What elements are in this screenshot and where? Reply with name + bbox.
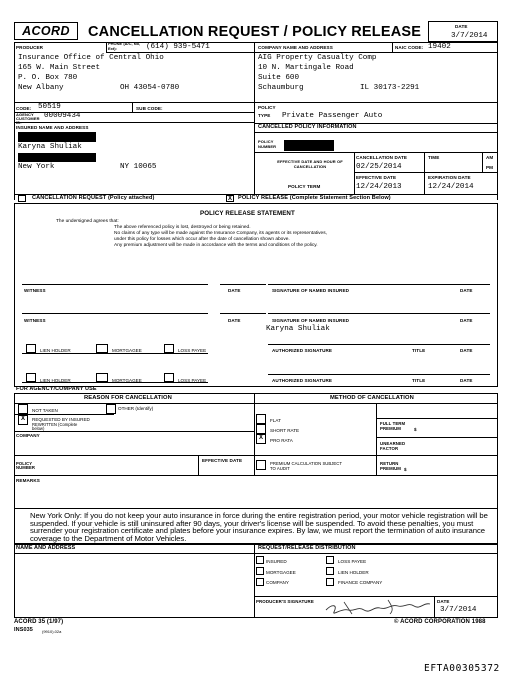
other-checkbox[interactable] — [106, 404, 116, 414]
name-address-label: NAME AND ADDRESS — [16, 545, 76, 551]
company-label-agency: COMPANY — [16, 433, 40, 438]
dist-company-label: COMPANY — [266, 580, 289, 585]
dist-date-label: DATE — [437, 599, 450, 604]
policy-label: POLICY — [258, 105, 276, 110]
date-label-2: DATE — [460, 288, 473, 293]
statement-line-3: under this policy for losses which occur after the date of cancellation shown above. — [114, 237, 290, 242]
copyright: © ACORD CORPORATION 1988 — [394, 619, 486, 625]
ins-code: INS035 — [14, 627, 33, 633]
eff-time-label: EFFECTIVE DATE AND HOUR OF CANCELLATION — [277, 159, 343, 169]
requested-label: REQUESTED BY INSURED — [32, 417, 90, 422]
policy-release-checkbox[interactable]: X — [227, 196, 232, 202]
producer-phone: (614) 939-5471 — [146, 43, 210, 51]
mortgagee-label-1: MORTGAGEE — [112, 348, 142, 353]
not-taken-label: NOT TAKEN — [32, 408, 58, 413]
dist-mortgagee-label: MORTGAGEE — [266, 570, 296, 575]
policy-type: Private Passenger Auto — [282, 112, 383, 120]
dist-lien-holder-label: LIEN HOLDER — [338, 570, 369, 575]
full-term-dollar: $ — [414, 427, 417, 432]
dist-mortgagee-checkbox[interactable] — [256, 567, 264, 575]
company-address2: Suite 600 — [258, 74, 300, 82]
cancellation-request-checkbox[interactable] — [18, 195, 26, 202]
naic-code: 19402 — [428, 43, 451, 51]
eff-date-label: EFFECTIVE DATE — [356, 175, 397, 180]
dist-insured-label: INSURED — [266, 559, 287, 564]
dist-finance-label: FINANCE COMPANY — [338, 580, 383, 585]
subcode-label: SUB CODE: — [136, 106, 163, 111]
dist-company-checkbox[interactable] — [256, 578, 264, 586]
producer-signature — [318, 596, 438, 618]
date-label-6: DATE — [460, 378, 473, 383]
mortgagee-label-2: MORTGAGEE — [112, 378, 142, 383]
dist-lien-holder-checkbox[interactable] — [326, 567, 334, 575]
bates-number: EFTA00305372 — [424, 663, 500, 674]
effective-date-label-agency: EFFECTIVE DATE — [202, 458, 243, 463]
producer-code: 50519 — [38, 103, 61, 111]
authorized-sig-label-1: AUTHORIZED SIGNATURE — [272, 348, 333, 353]
naic-label: NAIC CODE: — [395, 45, 424, 50]
pro-rata-checkbox[interactable]: X — [256, 434, 266, 444]
date-label-1: DATE — [228, 288, 241, 293]
method-label: METHOD OF CANCELLATION — [330, 395, 414, 401]
statement-title: POLICY RELEASE STATEMENT — [200, 210, 295, 217]
unearned-label: UNEARNED FACTOR — [380, 441, 406, 451]
header-date: 3/7/2014 — [451, 32, 488, 40]
title-label-2: TITLE — [412, 378, 426, 383]
company-address1: 10 N. Martingale Road — [258, 64, 354, 72]
agency-id-label: AGENCY CUSTOMER ID: — [16, 112, 40, 125]
code-label: CODE: — [16, 106, 32, 111]
requested-by-insured-checkbox[interactable]: X — [18, 415, 28, 425]
exp-date-label: EXPIRATION DATE — [428, 175, 471, 180]
short-rate-checkbox[interactable] — [256, 424, 266, 434]
lien-holder-checkbox-2[interactable] — [26, 373, 36, 382]
producer-city: New Albany — [18, 84, 64, 92]
company-name: AIG Property Casualty Comp — [258, 54, 377, 62]
form-title: CANCELLATION REQUEST / POLICY RELEASE — [88, 24, 422, 40]
policy-number-label-agency: POLICY NUMBER — [16, 461, 35, 471]
sig-insured-label-1: SIGNATURE OF NAMED INSURED — [272, 288, 350, 293]
cancelled-policy-label: CANCELLED POLICY INFORMATION — [258, 124, 357, 130]
loss-payee-label-2: LOSS PAYEE — [178, 378, 207, 383]
witness-label-1: WITNESS — [24, 288, 46, 293]
lien-holder-label-2: LIEN HOLDER — [40, 378, 71, 383]
dist-insured-checkbox[interactable] — [256, 556, 264, 564]
reason-label: REASON FOR CANCELLATION — [84, 395, 172, 401]
producer-state-zip: OH 43054-0780 — [120, 84, 180, 92]
effective-date: 12/24/2013 — [356, 183, 402, 191]
signed-insured-name: Karyna Shuliak — [266, 325, 330, 333]
sig-insured-label-2: SIGNATURE OF NAMED INSURED — [272, 318, 350, 323]
insured-label: INSURED NAME AND ADDRESS — [16, 125, 89, 130]
not-taken-checkbox[interactable] — [18, 404, 28, 414]
insured-name: Karyna Shuliak — [18, 143, 82, 151]
authorized-sig-label-2: AUTHORIZED SIGNATURE — [272, 378, 333, 383]
mortgagee-checkbox-1[interactable] — [96, 344, 108, 353]
company-label: COMPANY NAME AND ADDRESS — [258, 45, 333, 50]
policy-type-label: TYPE — [258, 113, 271, 118]
short-rate-label: SHORT RATE — [270, 428, 300, 433]
date-label-3: DATE — [228, 318, 241, 323]
statement-line-2: No claims of any type will be made against the Insurance Company, its agents or its representatives, — [114, 231, 327, 236]
statement-line-4: Any premium adjustment will be made in accordance with the terms and conditions of the policy. — [114, 243, 318, 248]
producer-label: PRODUCER — [16, 45, 44, 50]
insured-city: New York — [18, 163, 55, 171]
dist-date: 3/7/2014 — [440, 606, 477, 614]
header-date-box: DATE 3/7/2014 — [428, 21, 498, 42]
time-label: TIME — [428, 155, 440, 160]
flat-checkbox[interactable] — [256, 414, 266, 424]
statement-line-1: The above referenced policy is lost, destroyed or being retained. — [114, 225, 251, 230]
loss-payee-checkbox-1[interactable] — [164, 344, 174, 353]
agency-customer-id: 00009434 — [44, 112, 81, 120]
producer-name: Insurance Office of Central Ohio — [18, 54, 164, 62]
distribution-label: REQUEST/RELEASE DISTRIBUTION — [258, 545, 356, 551]
cancellation-request-label: CANCELLATION REQUEST (Policy attached) — [32, 195, 155, 201]
company-state-zip: IL 30173-2291 — [360, 84, 420, 92]
policy-term-label: POLICY TERM — [288, 184, 321, 189]
dist-finance-checkbox[interactable] — [326, 578, 334, 586]
return-premium-dollar: $ — [404, 467, 407, 472]
cancellation-date: 02/25/2014 — [356, 163, 402, 171]
full-term-label: FULL TERM PREMIUM — [380, 421, 406, 431]
canc-date-label: CANCELLATION DATE — [356, 155, 408, 160]
ins-code-suffix: (9910).02a — [42, 629, 62, 634]
lien-holder-checkbox-1[interactable] — [26, 344, 36, 353]
premium-calc-checkbox[interactable] — [256, 460, 266, 470]
phone-label: PHONE (A/C, No, Ext): — [108, 41, 141, 51]
title-label-1: TITLE — [412, 348, 426, 353]
lien-holder-label-1: LIEN HOLDER — [40, 348, 71, 353]
company-city: Schaumburg — [258, 84, 304, 92]
form-number: ACORD 35 (1/97) — [14, 619, 64, 625]
am-label: AM — [486, 155, 494, 160]
rewritten-label: REWRITTEN (Complete below) — [32, 422, 78, 431]
producer-address1: 165 W. Main Street — [18, 64, 101, 72]
insured-redacted-1 — [18, 132, 96, 142]
return-premium-label: RETURN PREMIUM — [380, 461, 401, 471]
producer-address2: P. O. Box 780 — [18, 74, 78, 82]
expiration-date: 12/24/2014 — [428, 183, 474, 191]
policy-release-label: POLICY RELEASE (Complete Statement Section Below) — [238, 195, 391, 201]
witness-label-2: WITNESS — [24, 318, 46, 323]
policy-number-redacted — [284, 140, 334, 151]
producer-sig-label: PRODUCER'S SIGNATURE — [256, 599, 314, 604]
flat-label: FLAT — [270, 418, 281, 423]
ny-notice-text: New York Only: If you do not keep your auto insurance in force during the entire registration period, your motor vehicle registration will be suspended. If your vehicle is still uninsured after 90 days, your driver's license will be suspended. To avoid these penalties, you must surrender your registration certificate and plates before your insurance expires. By law, we must report the termination of auto insurance coverage to the Department of Motor Vehicles. — [30, 511, 488, 543]
other-label: OTHER (Identify) — [118, 406, 154, 411]
remarks-label: REMARKS — [16, 478, 40, 483]
pro-rata-label: PRO RATA — [270, 438, 293, 443]
mortgagee-checkbox-2[interactable] — [96, 373, 108, 382]
agency-use-label: FOR AGENCY/COMPANY USE — [16, 386, 97, 392]
statement-intro: The undersigned agrees that: — [56, 219, 119, 224]
date-label-5: DATE — [460, 348, 473, 353]
date-label-4: DATE — [460, 318, 473, 323]
loss-payee-label-1: LOSS PAYEE — [178, 348, 207, 353]
dist-loss-payee-checkbox[interactable] — [326, 556, 334, 564]
acord-logo: ACORD — [14, 22, 78, 40]
agency-use-section — [14, 393, 498, 509]
loss-payee-checkbox-2[interactable] — [164, 373, 174, 382]
premium-calc-label: PREMIUM CALCULATION SUBJECT TO AUDIT — [270, 461, 342, 471]
pm-label: PM — [486, 165, 494, 170]
dist-loss-payee-label: LOSS PAYEE — [338, 559, 367, 564]
insured-redacted-2 — [18, 153, 96, 162]
insured-state-zip: NY 10065 — [120, 163, 157, 171]
policy-number-label: POLICY NUMBER — [258, 139, 277, 149]
